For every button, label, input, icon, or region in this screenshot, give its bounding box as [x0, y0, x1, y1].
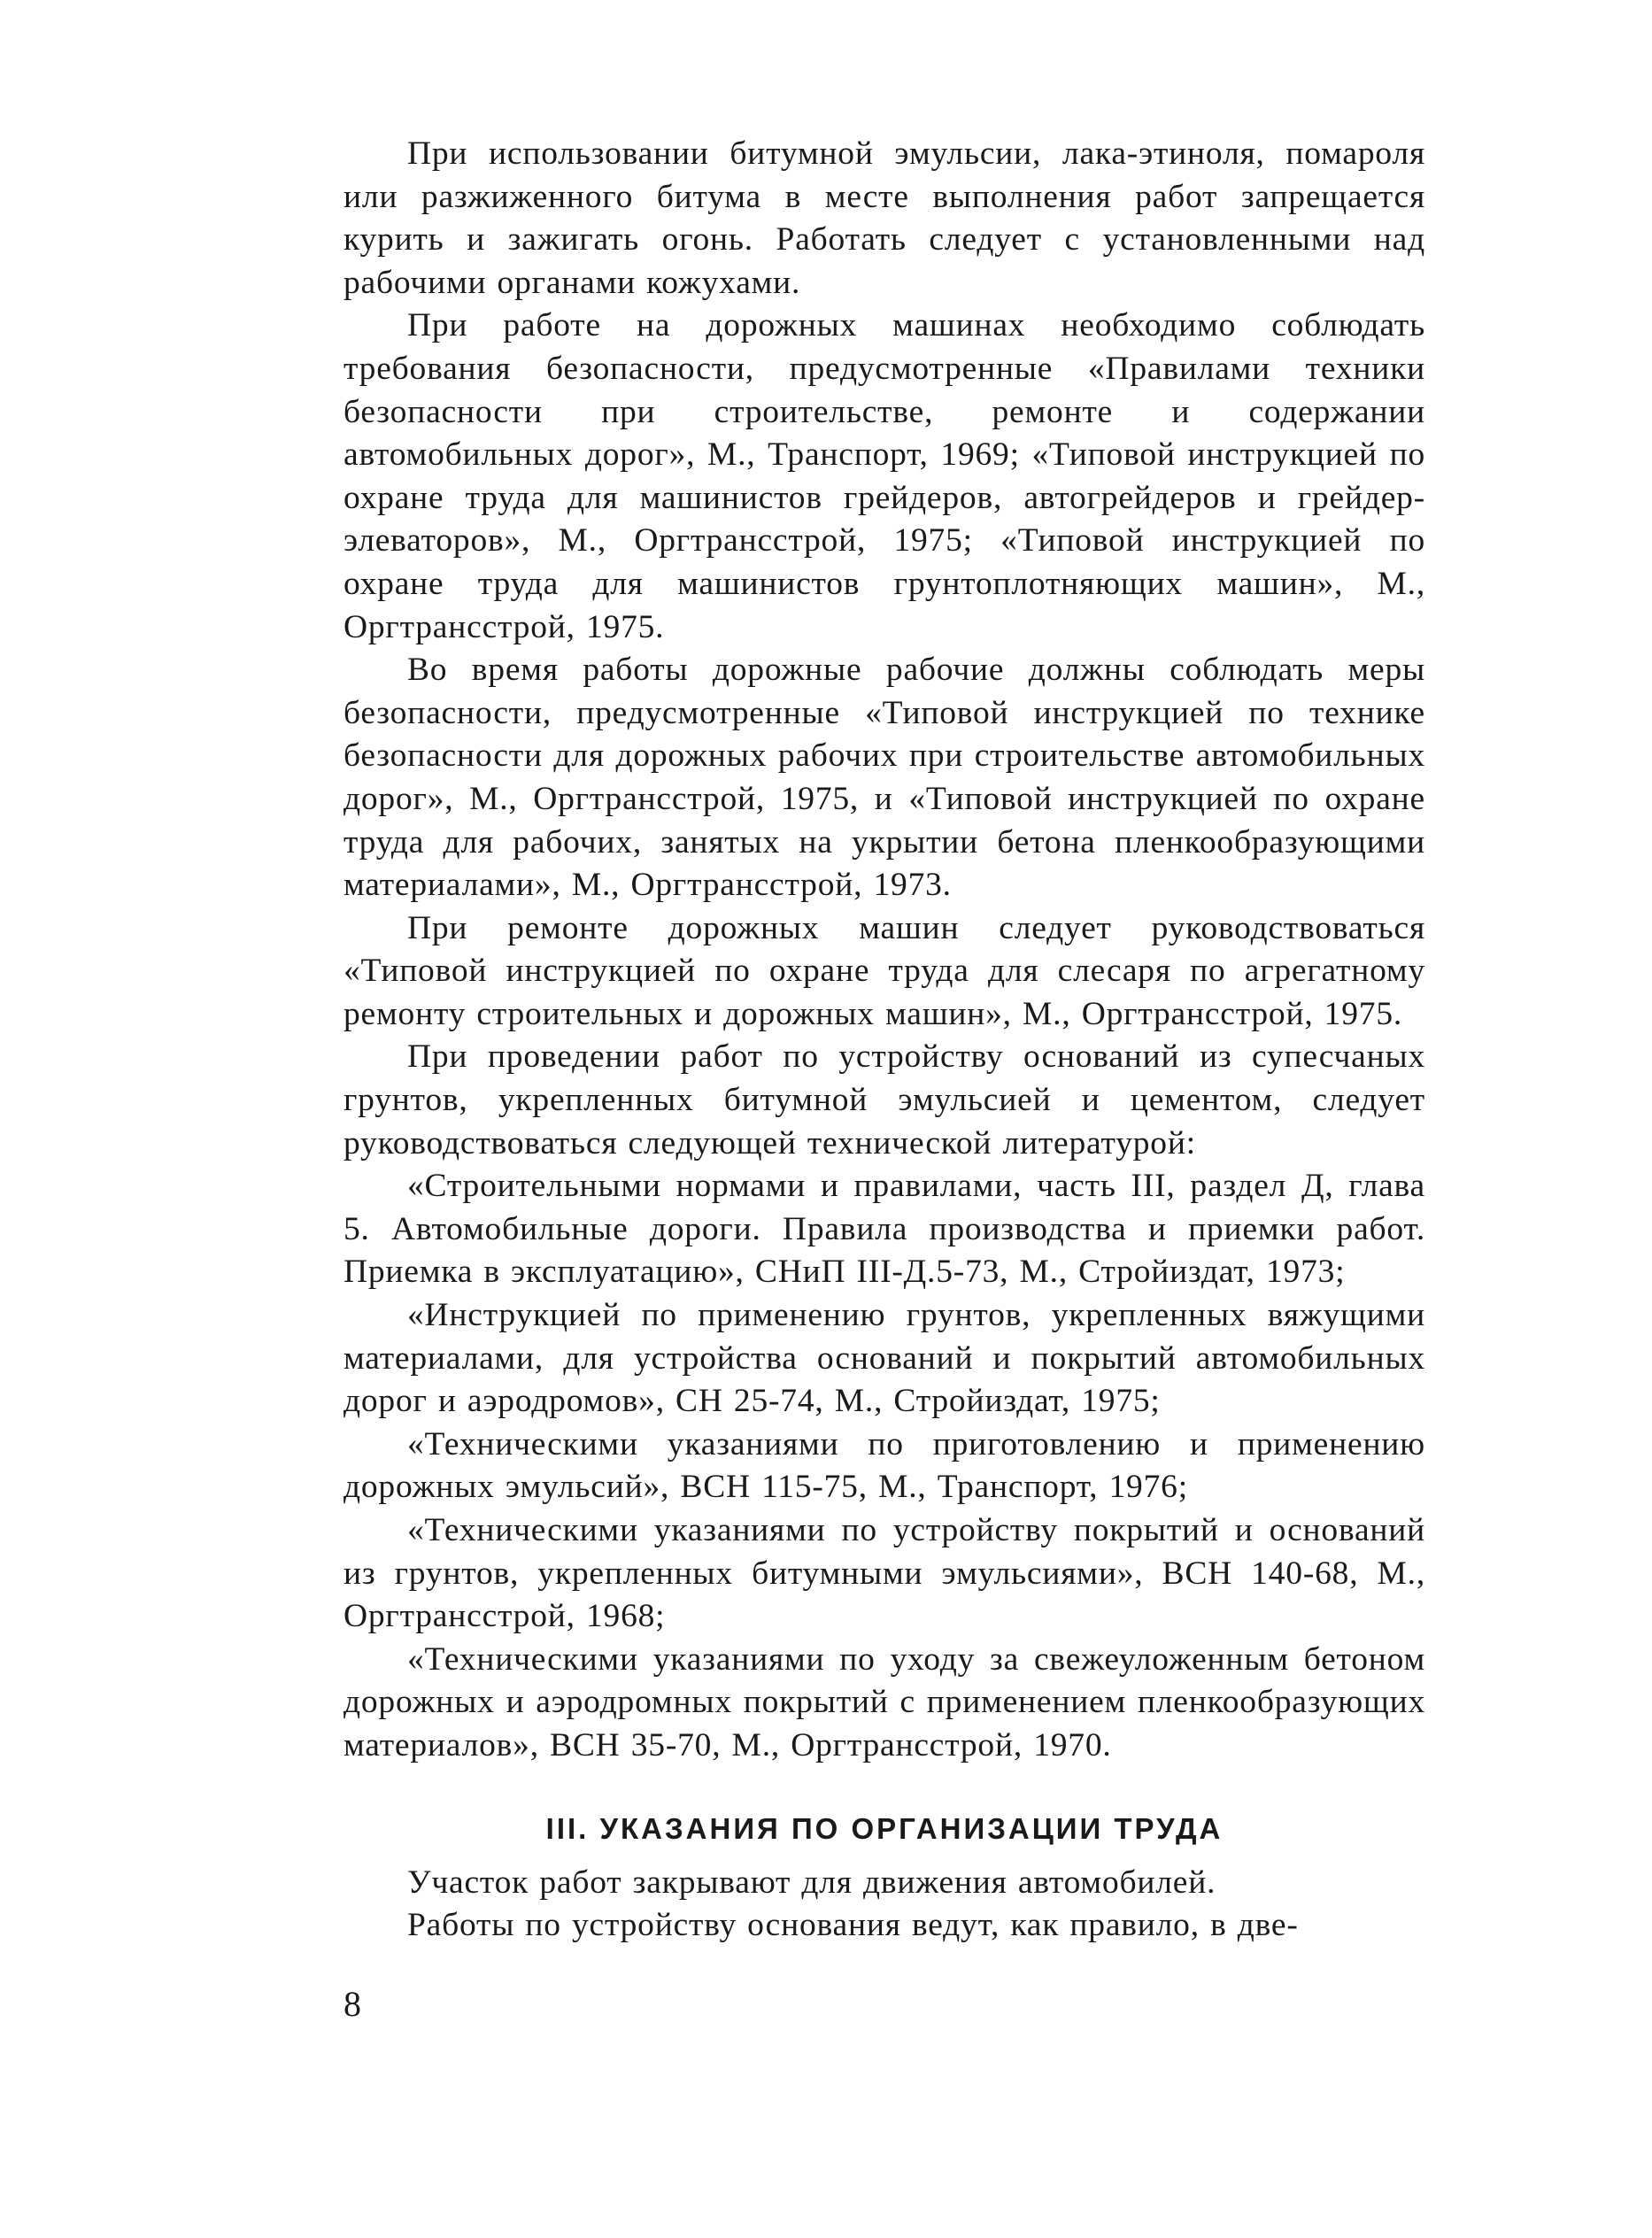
- reference-vsn-115-75: «Техническими указаниями по приготовлению и применению дорожных эмульсий», ВСН 115-75, М., Транспорт, 1976;: [344, 1425, 1425, 1506]
- paragraph-road-workers-safety: Во время работы дорожные рабочие должны соблюдать меры безопасности, предусмотренные «Типовой инструкцией по технике безопасности для дорожных рабочих при строительстве автомобильных дорог», М., Оргтрансстрой, 1975, и «Типовой инструкцией по охране труда для рабочих, занятых на укрытии бетона пленкообразующими материалами», М., Оргтрансстрой, 1973.: [344, 652, 1425, 904]
- paragraph-base-works: Работы по устройству основания ведут, как правило, в две-: [407, 1907, 1299, 1944]
- paragraph-road-machines-safety: При работе на дорожных машинах необходимо соблюдать требования безопасности, предусмотренные «Правилами техники безопасности при строительстве, ремонте и содержании автомобильных дорог», М., Транспорт, 1969; «Типовой инструкцией по охране труда для машинистов грейдеров, автогрейдеров и грейдер-элеваторов», М., Оргтрансстрой, 1975; «Типовой инструкцией по охране труда для машинистов грунтоплотняющих машин», М., Оргтрансстрой, 1975.: [344, 307, 1425, 645]
- reference-snip: «Строительными нормами и правилами, часть III, раздел Д, глава 5. Автомобильные дороги. Правила производства и приемки работ. Приемка в эксплуатацию», СНиП III-Д.5-73, М., Стройиздат, 1973;: [344, 1168, 1425, 1291]
- paragraph-technical-literature-intro: При проведении работ по устройству оснований из супесчаных грунтов, укрепленных битумной эмульсией и цементом, следует руководствоваться следующей технической литературой:: [344, 1038, 1425, 1161]
- reference-sn-25-74: «Инструкцией по применению грунтов, укрепленных вяжущими материалами, для устройства оснований и покрытий автомобильных дорог и аэродромов», СН 25-74, М., Стройиздат, 1975;: [344, 1297, 1425, 1420]
- paragraph-site-closure: Участок работ закрывают для движения автомобилей.: [407, 1864, 1216, 1901]
- reference-vsn-140-68: «Техническими указаниями по устройству покрытий и оснований из грунтов, укрепленных битумными эмульсиями», ВСН 140-68, М., Оргтрансстрой, 1968;: [344, 1512, 1425, 1635]
- reference-vsn-35-70: «Техническими указаниями по уходу за свежеуложенным бетоном дорожных и аэродромных покрытий с применением пленкообразующих материалов», ВСН 35-70, М., Оргтрансстрой, 1970.: [344, 1640, 1425, 1763]
- paragraph-smoking-prohibition: При использовании битумной эмульсии, лака-этиноля, помароля или разжиженного битума в месте выполнения работ запрещается курить и зажигать огонь. Работать следует с установленными над рабочими органами кожухами.: [344, 135, 1425, 301]
- section-heading: III. УКАЗАНИЯ ПО ОРГАНИЗАЦИИ ТРУДА: [545, 1811, 1224, 1845]
- text-column: [344, 133, 1425, 1948]
- paragraph-machine-repair: При ремонте дорожных машин следует руководствоваться «Типовой инструкцией по охране труда для слесаря по агрегатному ремонту строительных и дорожных машин», М., Оргтрансстрой, 1975.: [344, 909, 1425, 1032]
- page-number: 8: [344, 1984, 361, 2024]
